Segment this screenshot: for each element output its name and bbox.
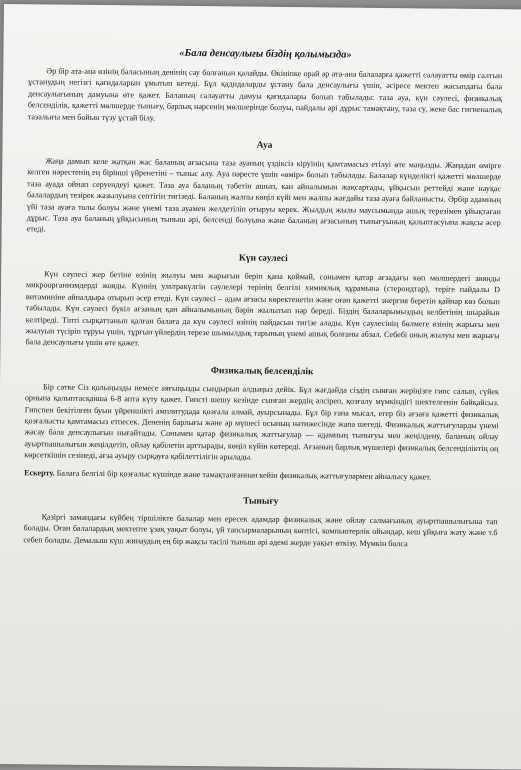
note-label: Ескерту.	[24, 467, 55, 478]
section-heading-sunlight: Күн сәулесі	[238, 253, 288, 264]
section-heading-rest: Тынығу	[243, 496, 279, 507]
section-body-sunlight: Күн сәулесі жер бетіне өзінің жылуы мен жарығын беріп қана қоймай, сонымен қатар ағзадағы көп мөлшердегі зиянды микроорганизмдерді жояды. Күннің ультракүлгін сәулелері терінің белгілі химиялық құрамына (стероидтар), теріге пайдалы D витаминіне айналдыра отырып әсер етеді. Күн сәулесі – адам ағзасы көректенетін және оған қажетті энергия беретін қайнар көз болып табылады. Күн сәулесі бүкіл ағзаның қан айналымының бәрін жылытып нәр береді. Біздің балаларымыздың келбетінің шырайын келтіреді. Тіпті сырқаттанып қалған балаға да күн сәулесі өзінің пайдасын тигізе алады. Күн сәулесінің бөлмеге өзінің жарығы мен жылуын түсіріп тұруы үшін, тұрғын үйлердің терезе шымылдық тарының үнемі ашық болғаны абзал. Себебі оның жылуы мен жарығы бала денсаулығы үшін өте қажет.	[25, 269, 501, 348]
intro-paragraph: Әр бір ата-ана өзінің баласының денінің сау болғанын қалайды. Өкініпке орай әр ата-ана балаларға қажетті салауатты өмір салтын ұстанудың негізгі қағидаларын ұмытып кетеді. Бұл қадидаларды ұстану бала денсаулығы үшін, әсіресе мектеп жасындағы бала денсаулығының дамуына өте қажет. Баланың салауатты дамуы қағидалары болып табылады: таза ауа, күн сәулесі, физикалық белсенділік, қажетті мөлшерде тынығу, барлық нәрсенің мөлшерінде болуы, пайдалы әрі дұрыс тамақтану, таза су, жеке бас гигиеналық тазалығы мен бойын түзу ұстай білу.	[27, 66, 503, 123]
note-text: Балаға белгілі бір қозғалыс күшінде және тамақтанғаннан кейін физикалық жаттығулармен айналысу қажет.	[56, 468, 432, 482]
section-heading-air: Ауа	[256, 140, 273, 151]
document-page	[0, 4, 521, 770]
note-paragraph	[24, 467, 498, 483]
section-body-rest: Қазіргі замандағы күйбең тіршілікте балалар мен ересек адамдар физикалық және ойлау салмағының ауыртпашылығына тап болады. Оған балалардың мектепте ұзақ уақыт болуы, үй тапсырмаларының көптігі, компьютерлік ойындар, кеш ұйқыға жату және т.б себеп болады. Демалыш күш жинаудың ең бір жақсы тәсілі тыныш әрі әдемі жерде уақыт өткізу. Мүмкін болса	[23, 512, 498, 549]
section-body-air: Жаңа дамып келе жатқан жас баланың ағзасына таза ауаның үздіксіз кіруінің қамтамасыз етілуі өте маңызды. Жаңадан өмірге келген нәрестенің ең бірінші үйренетіні – тыныс алу. Ауа нәресте үшін «өмір» болып табылады. Балалар күнделікті қажетті мөлшерде таза ауада ойнап серуендеуі қажет. Таза ауа баланың тәбетін ашып, кан айналымын жақсартады, ұйқысын реттейді және науқас балалардың тезірек жазылуына септігін тигізеді. Баланың жалпы көңіл күйі мен жалпы жағдайы таза ауаға байланысты. Әрбір адамның үйі таза ауаға толы болуы және үнемі таза ауамен желдетіліп отыруы керек. Жылдың жылы маусымында ашық терезімен ұйықтаған дұрыс. Таза ауа баланың ұйқысының тыныш әрі, белсенді болуына және баланың ағзасының тынығуының қалыптасуына жақсы әсер етеді.	[26, 156, 502, 234]
document-title: «Бала денсаулығы біздің қолымызда»	[179, 47, 352, 61]
section-body-physical-activity: Бір сәтке Сіз қолыңызды немесе аяғыңызды сындырып алдыңыз дейік. Бұл жағдайда сіздің сынған жеріңізге гипс салып, сүйек орнына қалыптасқанша 6-8 апта күту қажет. Гипсті шешу кезінде сынған жердің әлсіреп, қозғалу мүмкіндігі шектелгенін байқайсыз. Гипспен бекітілген буын үйреншікті амплитудада қозғала алмай, ауырсынады. Бұл бір ғана мысал, егер біз ағзаға қажетті физикалық қозғалысты қамтамасыз етпесек. Дененің барлығы және әр мүшесі осының нәтижесінде жапа шегеді. Физикалық жаттығуларды үнемі жасау бала денсаулығын нығайтады. Сонымен қатар физикалық жаттығулар — адамның тынығуы мен жеңілдену, баланың ойлау ауыртпашылығын жеңілдетіп, ойлау қабілетін арттырады, көңіл күйін көтереді. Ағзаның барлық мүшелері физикалық белсенділіктің оң көрсеткішін сезінеді, ағза ауыру сырқауға қабілеттілігін арылады.	[24, 382, 500, 462]
document-content	[23, 46, 502, 550]
section-heading-physical-activity: Физикалық белсенділік	[210, 365, 314, 377]
